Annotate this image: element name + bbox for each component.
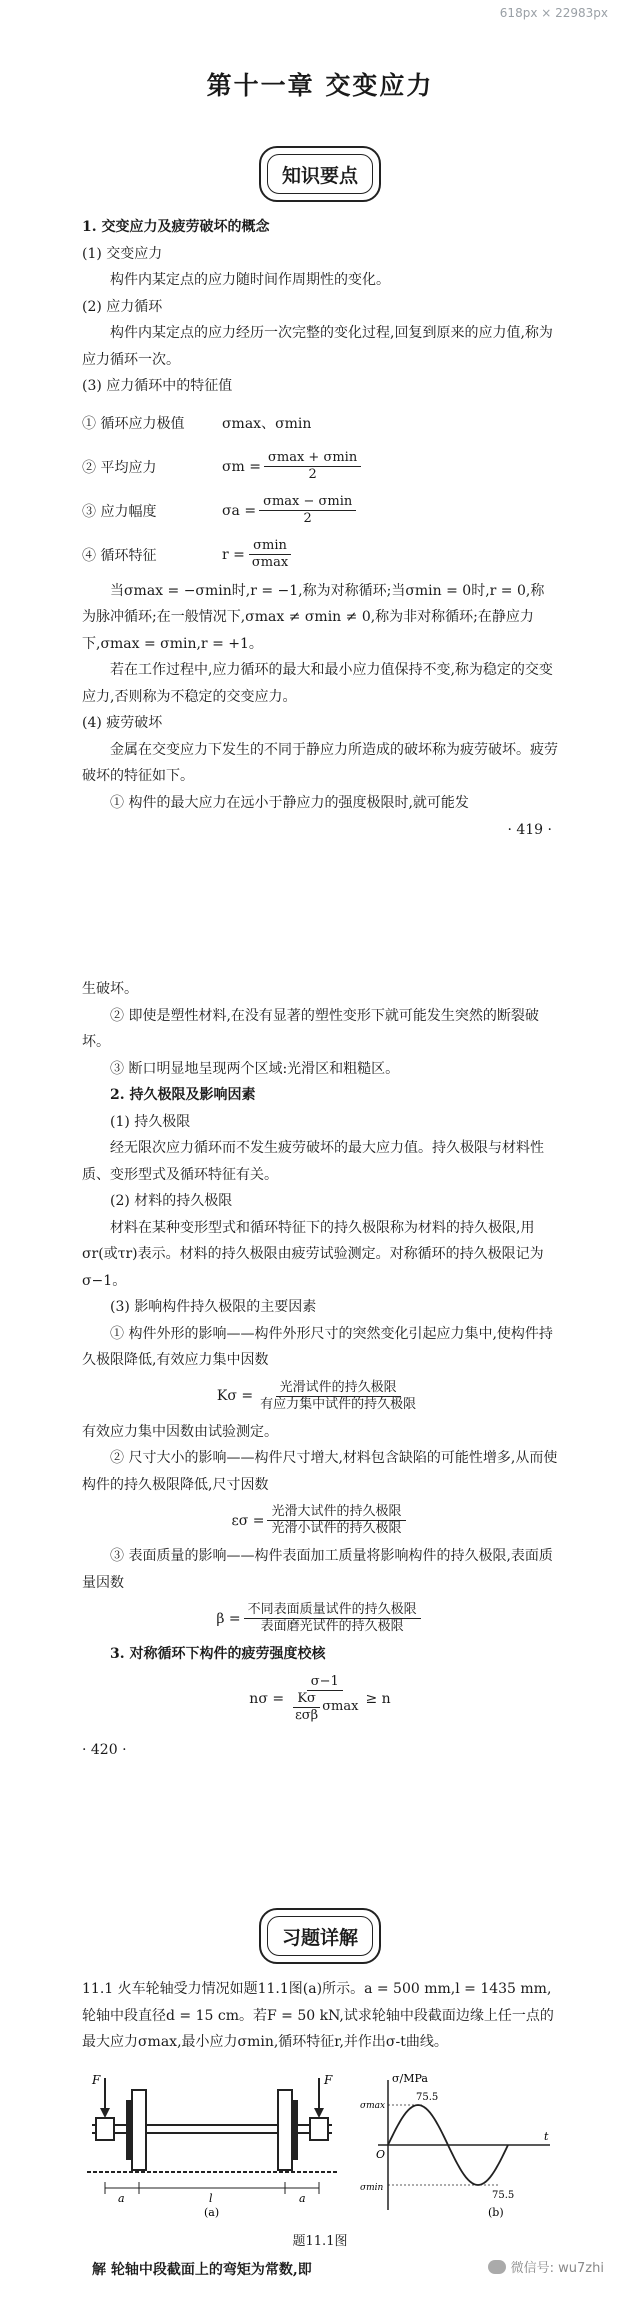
section-banner-knowledge: 知识要点 — [259, 146, 381, 202]
watermark: 微信号: wu7zhi — [488, 2257, 604, 2276]
text-line: 有效应力集中因数由试验测定。 — [82, 1423, 278, 1440]
text-line: ② 即使是塑性材料,在没有显著的塑性变形下就可能发生突然的断裂破坏。 — [82, 1007, 539, 1050]
text-line: 金属在交变应力下发生的不同于静应力所造成的破坏称为疲劳破坏。疲劳破坏的特征如下。 — [82, 741, 558, 784]
text-line: 当σmax = −σmin时,r = −1,称为对称循环;当σmin = 0时,r = 0,称为脉冲循环;在一般情况下,σmax ≠ σmin ≠ 0,称为非对称循环;在静应力下,σmax = σmin,r = +1。 — [82, 582, 545, 652]
page-420 — [0, 958, 618, 1890]
text-line: (2) 应力循环 — [82, 298, 163, 315]
text-line: 2. 持久极限及影响因素 — [110, 1087, 256, 1103]
text-line: 构件内某定点的应力经历一次完整的变化过程,回复到原来的应力值,称为应力循环一次。 — [82, 325, 553, 368]
fatigue-description — [82, 710, 558, 816]
page-419 — [0, 26, 618, 928]
image-size-label: 618px × 22983px — [499, 6, 608, 20]
origin-label: O — [376, 2147, 386, 2161]
text-line: (1) 交变应力 — [82, 245, 163, 262]
text-line: (4) 疲劳破坏 — [82, 715, 163, 731]
text-line: 1. 交变应力及疲劳破坏的概念 — [82, 219, 270, 235]
text-line: 生破坏。 — [82, 981, 138, 997]
dim-a-right: a — [299, 2191, 306, 2205]
text-line: 3. 对称循环下构件的疲劳强度校核 — [110, 1646, 326, 1662]
sigma-min-label: σmin — [360, 2182, 384, 2193]
text-line: 若在工作过程中,应力循环的最大和最小应力值保持不变,称为稳定的交变应力,否则称为不稳定的交变应力。 — [82, 662, 553, 705]
text-line: 构件内某定点的应力随时间作周期性的变化。 — [110, 272, 390, 288]
text-line: (3) 影响构件持久极限的主要因素 — [110, 1299, 317, 1315]
text-line: ③ 表面质量的影响——构件表面加工质量将影响构件的持久极限,表面质量因数 — [82, 1548, 553, 1591]
fig-a-label: (a) — [204, 2205, 220, 2219]
x-axis-label: t — [544, 2129, 549, 2143]
page-gap — [0, 928, 618, 958]
min-value-label: 75.5 — [492, 2189, 515, 2201]
force-label-left: F — [92, 2072, 101, 2087]
surface-factor-formula: β = $\frac{\text{不同表面质量试件的持久极限}}{\text{表面磨光试件的持久极限}}$ — [82, 1602, 558, 1635]
text-line: 材料在某种变形型式和循环特征下的持久极限称为材料的持久极限,用σr(或τr)表示。材料的持久极限由疲劳试验测定。对称循环的持久极限记为σ−1。 — [82, 1219, 544, 1289]
page-number: · 420 · — [82, 1741, 127, 1758]
force-label-right: F — [324, 2072, 333, 2087]
feature-row: ③ 应力幅度 σa = $\frac{\sigma\max - \sigma\min}{2}$ — [82, 490, 558, 532]
stress-concentration-formula: Kσ = $\frac{\text{光滑试件的持久极限}}{\text{有应力集中试件的持久极限}}$ — [216, 1379, 417, 1412]
dim-l: l — [209, 2191, 213, 2205]
feature-values — [82, 402, 558, 576]
section-banner-exercises: 习题详解 — [259, 1908, 381, 1964]
text-line: ① 构件的最大应力在远小于静应力的强度极限时,就可能发 — [110, 794, 469, 811]
feature-row: ① 循环应力极值 σmax、σmin — [82, 415, 312, 432]
sigma-t-chart — [358, 2070, 558, 2220]
size-factor-formula: εσ = $\frac{\text{光滑大试件的持久极限}}{\text{光滑小试件的持久极限}}$ — [82, 1504, 558, 1537]
page-problems — [0, 1890, 618, 2298]
solution-start: 解 轮轴中段截面上的弯矩为常数,即 — [92, 2261, 312, 2278]
text-line: ② 尺寸大小的影响——构件尺寸增大,材料包含缺陷的可能性增多,从而使构件的持久极限降低,尺寸因数 — [82, 1450, 558, 1493]
endurance-paragraphs — [82, 976, 558, 1374]
fatigue-check-formula: nσ = σ−1 $\frac{K\sigma}{\text{εσβ}}$ σmax ≥ n — [249, 1673, 391, 1723]
feature-row: ④ 循环特征 r = $\frac{\sigma\min}{\sigma\max}$ — [82, 534, 558, 576]
figure-11-1 — [82, 2070, 558, 2220]
text-line: ③ 断口明显地呈现两个区域:光滑区和粗糙区。 — [110, 1060, 400, 1077]
cycle-description — [82, 578, 558, 711]
text-line: (2) 材料的持久极限 — [110, 1193, 233, 1209]
text-line: 经无限次应力循环而不发生疲劳破坏的最大应力值。持久极限与材料性质、变形型式及循环特征有关。 — [82, 1140, 544, 1183]
dim-a-left: a — [118, 2191, 125, 2205]
wechat-icon — [488, 2260, 506, 2274]
problem-text: 11.1 火车轮轴受力情况如题11.1图(a)所示。a = 500 mm,l = 1435 mm,轮轴中段直径d = 15 cm。若F = 50 kN,试求轮轴中段截面边缘上任一点的最大应力σmax,最小应力σmin,循环特征r,并作出σ-t曲线。 — [82, 1981, 554, 2050]
knowledge-paragraphs — [82, 214, 558, 400]
text-line: (3) 应力循环中的特征值 — [82, 378, 233, 394]
fig-b-label: (b) — [488, 2205, 504, 2219]
y-axis-label: σ/MPa — [392, 2071, 428, 2085]
axle-diagram — [82, 2070, 342, 2220]
figure-caption: 题11.1图 — [292, 2233, 348, 2249]
feature-row: ② 平均应力 σm = $\frac{\sigma\max + \sigma\min}{2}$ — [82, 446, 558, 488]
page-number: · 419 · — [507, 822, 552, 838]
text-line: (1) 持久极限 — [110, 1113, 191, 1130]
max-value-label: 75.5 — [416, 2091, 439, 2103]
chapter-title: 第十一章 交变应力 — [206, 71, 434, 100]
sigma-max-label: σmax — [360, 2100, 386, 2111]
text-line: ① 构件外形的影响——构件外形尺寸的突然变化引起应力集中,使构件持久极限降低,有效应力集中因数 — [82, 1325, 553, 1368]
